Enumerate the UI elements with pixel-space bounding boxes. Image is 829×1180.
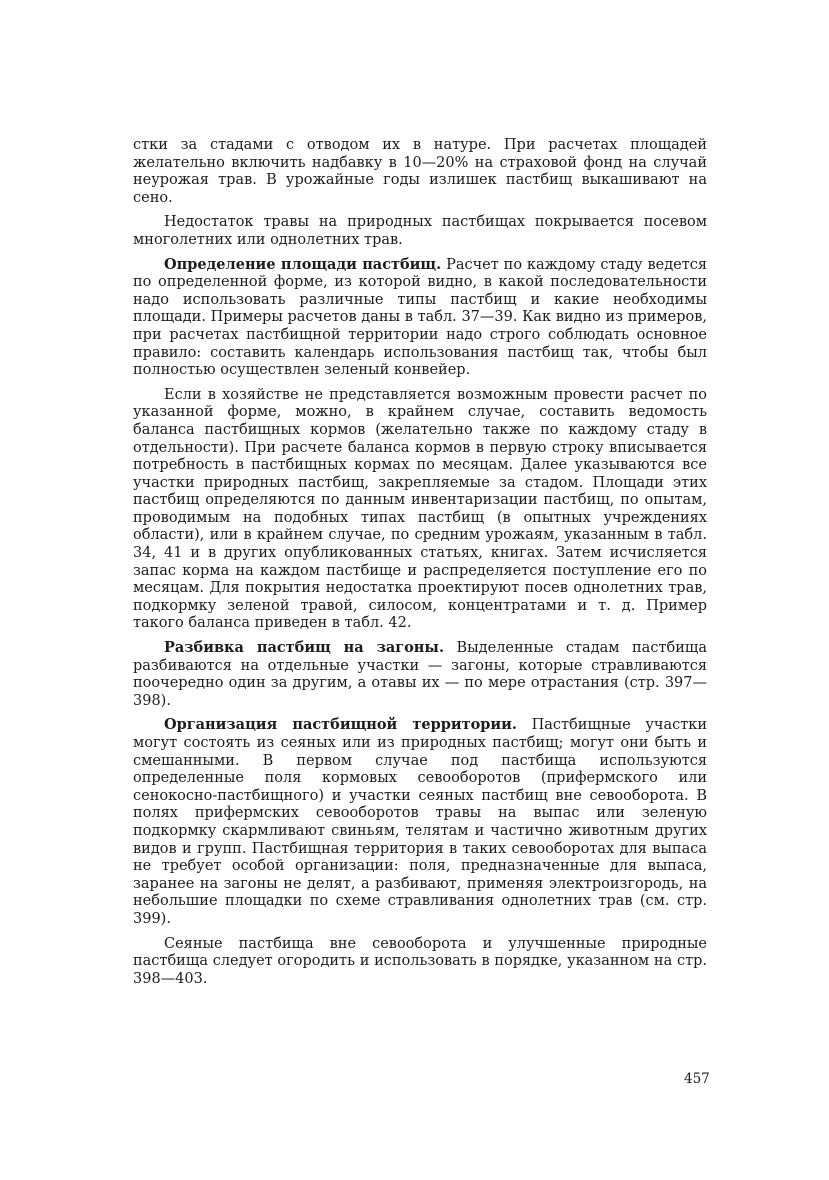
body-text <box>133 136 707 994</box>
page-number: 457 <box>684 1071 710 1087</box>
paragraph-heading: Организация пастбищной территории. <box>164 716 517 734</box>
paragraph-text: Выделенные стадам пастбища разбиваются на отдельные участки — загоны, которые стравливаются поочередно один за другим, а отавы их — по мере отрастания (стр. 397—398). <box>133 640 707 709</box>
paragraph <box>133 386 707 633</box>
paragraph <box>133 213 707 249</box>
paragraph <box>133 256 707 380</box>
paragraph <box>133 716 707 928</box>
paragraph-text: Сеяные пастбища вне севооборота и улучшенные природные пастбища следует огородить и использовать в порядке, указанном на стр. 398—403. <box>133 935 707 987</box>
paragraph <box>133 639 707 710</box>
paragraph-text: Пастбищные участки могут состоять из сеяных или из природных пастбищ; могут они быть и смешанными. В первом случае под пастбища используются определенные поля кормовых севооборотов (прифермского или сенокосно-пастбищного) и участки сеяных пастбищ вне севооборота. В полях прифермских севооборотов травы на выпас или зеленую подкормку скармливают свиньям, телятам и частично животным других видов и групп. Пастбищная территория в таких севооборотах для выпаса не требует особой организации: поля, предназначенные для выпаса, заранее на загоны не делят, а разбивают, применяя электроизгородь, на небольшие площадки по схеме стравливания однолетних трав (см. стр. 399). <box>133 717 707 927</box>
paragraph-text: Если в хозяйстве не представляется возможным провести расчет по указанной форме, можно, в крайнем случае, составить ведомость баланса пастбищных кормов (желательно также по каждому стаду в отдельности). При расчете баланса кормов в первую строку вписывается потребность в пастбищных кормах по месяцам. Далее указываются все участки природных пастбищ, закрепляемые за стадом. Площади этих пастбищ определяются по данным инвентаризации пастбищ, по опытам, проводимым на подобных типах пастбищ (в опытных учреждениях области), или в крайнем случае, по средним урожаям, указанным в табл. 34, 41 и в других опубликованных статьях, книгах. Затем исчисляется запас корма на каждом пастбище и распределяется поступление его по месяцам. Для покрытия недостатка проектируют посев однолетних трав, подкормку зеленой травой, силосом, концентратами и т. д. Пример такого баланса приведен в табл. 42. <box>133 386 707 632</box>
paragraph-heading: Определение площади пастбищ. <box>164 255 442 273</box>
paragraph-heading: Разбивка пастбищ на загоны. <box>164 639 445 657</box>
paragraph <box>133 136 707 207</box>
paragraph-text: стки за стадами с отводом их в натуре. При расчетах площадей желательно включить надбавку в 10—20% на страховой фонд на случай неурожая трав. В урожайные годы излишек пастбищ выкашивают на сено. <box>133 137 707 206</box>
paragraph-text: Недостаток травы на природных пастбищах покрывается посевом многолетних или однолетних трав. <box>133 214 707 248</box>
paragraph <box>133 935 707 989</box>
paragraph-text: Расчет по каждому стаду ведется по определенной форме, из которой видно, в какой последовательности надо использовать различные типы пастбищ и какие необходимы площади. Примеры расчетов даны в табл. 37—39. Как видно из примеров, при расчетах пастбищной территории надо строго соблюдать основное правило: составить календарь использования пастбищ так, чтобы был полностью осуществлен зеленый конвейер. <box>133 256 707 379</box>
